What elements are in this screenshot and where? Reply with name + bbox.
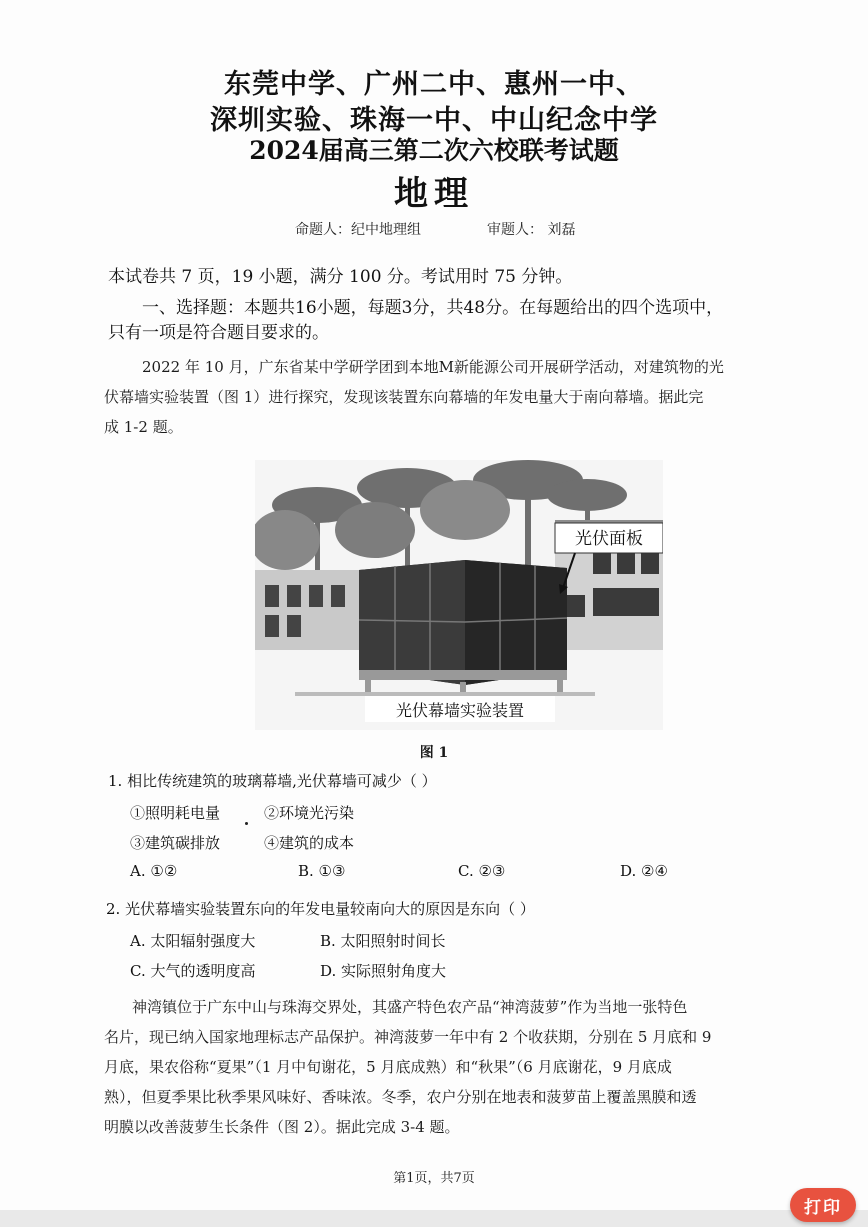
pv-device-illustration [255,460,663,730]
q1-item: ①照明耗电量 [130,804,221,822]
passage-2-line: 神湾镇位于广东中山与珠海交界处，其盛产特色农产品“神湾菠萝”作为当地一张特色 [132,998,688,1016]
setter: 命题人：纪中地理组 [295,222,421,238]
passage-1-line: 伏幕墙实验装置（图 1）进行探究，发现该装置东向幕墙的年发电量大于南向幕墙。据此完 [104,388,704,406]
q1-stem: 1. 相比传统建筑的玻璃幕墙,光伏幕墙可减少（ ） [108,772,437,790]
q2-stem: 2. 光伏幕墙实验装置东向的年发电量较南向大的原因是东向（ ） [106,900,535,918]
q2-choice-c: C. 大气的透明度高 [130,962,256,980]
bottom-bar [0,1210,868,1227]
schools-line-1: 东莞中学、广州二中、惠州一中、 [224,69,644,100]
q1-choice-d: D. ②④ [620,862,668,880]
passage-2-line: 月底，果农俗称“夏果”（1 月中旬谢花，5 月底成熟）和“秋果”（6 月底谢花，9 月底成 [104,1058,672,1076]
q2-choice-b: B. 太阳照射时间长 [320,932,446,950]
passage-2 [104,992,754,1142]
q2-choice-a: A. 太阳辐射强度大 [130,932,256,950]
figure-1-label: 图 1 [419,745,449,761]
passage-1 [104,352,754,442]
q1-choice-b: B. ①③ [298,862,346,880]
passage-2-line: 名片，现已纳入国家地理标志产品保护。神湾菠萝一年中有 2 个收获期，分别在 5 月底和 9 [104,1028,712,1046]
reviewer: 审题人： 刘磊 [487,222,576,238]
passage-1-line: 2022 年 10 月，广东省某中学研学团到本地M新能源公司开展研学活动，对建筑物的光 [142,358,724,376]
exam-title: 2024届高三第二次六校联考试题 [249,136,619,165]
pv-device [359,560,567,696]
section1-line1: 一、选择题：本题共16小题，每题3分，共48分。在每题给出的四个选项中， [142,298,724,318]
figure-1-photo [255,460,663,730]
q1-item: ③建筑碳排放 [130,834,221,852]
passage-2-line: 熟），但夏季果比秋季果风味好、香味浓。冬季，农户分别在地表和菠萝苗上覆盖黑膜和透 [104,1088,697,1106]
passage-2-line: 明膜以改善菠萝生长条件（图 2）。据此完成 3-4 题。 [104,1118,460,1136]
q1-choice-c: C. ②③ [458,862,506,880]
q1-item: ④建筑的成本 [264,834,355,852]
left-building [255,570,365,650]
passage-1-line: 成 1-2 题。 [104,418,183,436]
q1-choice-a: A. ①② [130,862,178,880]
schools-line-2: 深圳实验、珠海一中、中山纪念中学 [210,105,658,136]
exam-summary: 本试卷共 7 页，19 小题，满分 100 分。考试用时 75 分钟。 [108,267,573,287]
figure-inner-caption: 光伏幕墙实验装置 [395,701,525,720]
section1-line2: 只有一项是符合题目要求的。 [108,323,329,343]
print-button[interactable]: 打印 [790,1188,856,1222]
q2-choice-d: D. 实际照射角度大 [320,962,447,980]
page-number: 第1页，共7页 [393,1171,475,1186]
stray-mark [245,822,248,825]
q1-item: ②环境光污染 [264,804,355,822]
pv-panel-label: 光伏面板 [575,529,643,549]
subject-title: 地理 [394,174,474,214]
